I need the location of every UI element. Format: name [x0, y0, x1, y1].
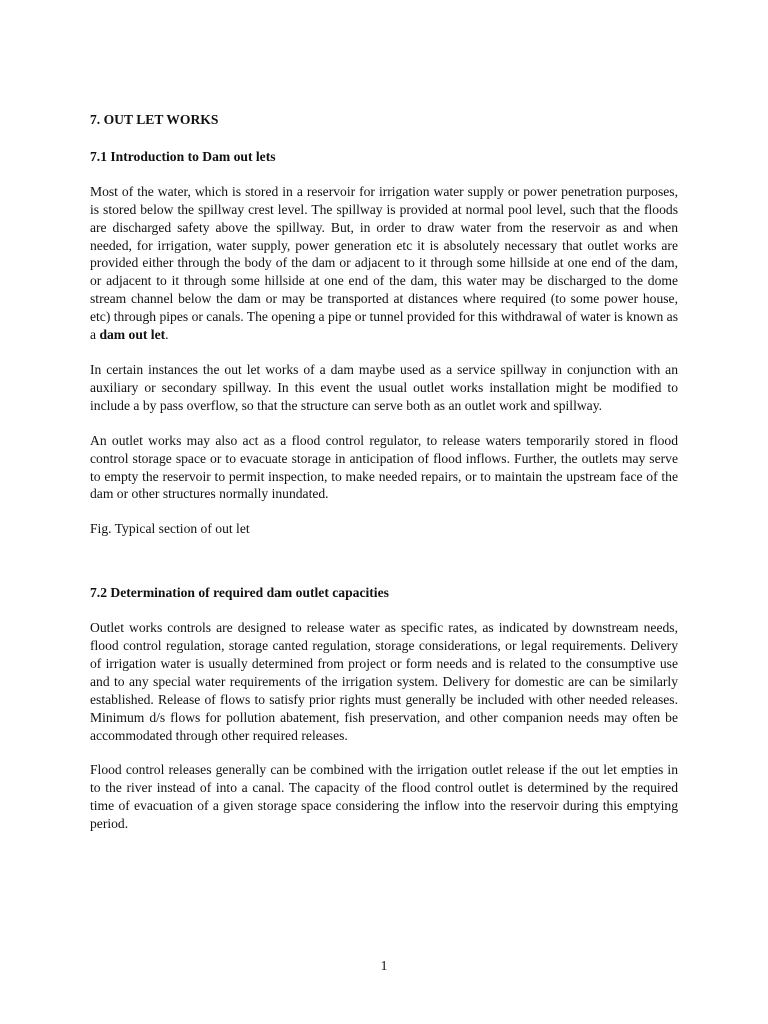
paragraph-service-spillway: In certain instances the out let works of a dam maybe used as a service spillway in conjunction with an auxiliary or secondary spillway. In this event the usual outlet works installation might be modified to include a by pass overflow, so that the structure can serve both as an outlet work and spillway. [90, 361, 678, 413]
section-heading-7-2: 7.2 Determination of required dam outlet capacities [90, 585, 389, 601]
chapter-heading: 7. OUT LET WORKS [90, 112, 219, 127]
paragraph-intro-text: Most of the water, which is stored in a reservoir for irrigation water supply or power penetration purposes, is stored below the spillway crest level. The spillway is provided at normal pool level, such that the floods are discharged safety above the spillway. But, in order to draw water from the reservoir as and when needed, for irrigation, water supply, power generation etc it is absolutely necessary that outlet works are provided either through the body of the dam or adjacent to it through some hillside at one end of the dam, or adjacent to it through some hillside at one end of the dam, this water may be discharged to the dome stream channel below the dam or may be transported at distances where required (to some power house, etc) through pipes or canals. The opening a pipe or tunnel provided for this withdrawal of water is known as a [90, 183, 678, 343]
figure-caption: Fig. Typical section of out let [90, 521, 250, 537]
figure-space [90, 538, 678, 584]
paragraph-intro [90, 183, 678, 344]
paragraph-flood-releases: Flood control releases generally can be combined with the irrigation outlet release if the out let empties in to the river instead of into a canal. The capacity of the flood control outlet is determined by the required time of evacuation of a given storage space considering the inflow into the reservoir during this emptying period. [90, 762, 678, 832]
paragraph-intro-end: . [165, 327, 169, 343]
section-heading-7-1: 7.1 Introduction to Dam out lets [90, 148, 276, 164]
paragraph-outlet-controls: Outlet works controls are designed to release water as specific rates, as indicated by downstream needs, flood control regulation, storage canted regulation, storage considerations, or legal requirements. Delivery of irrigation water is usually determined from project or form needs and is related to the consumptive use and to any special water requirements of the irrigation system. Delivery for domestic are can be similarly established. Release of flows to satisfy prior rights must generally be included with other needed releases. Minimum d/s flows for pollution abatement, fish preservation, and other companion needs may often be accommodated through other required releases. [90, 620, 678, 743]
page-number: 1 [380, 958, 388, 973]
paragraph-flood-regulator: An outlet works may also act as a flood control regulator, to release waters temporarily stored in flood control storage space or to evacuate storage in anticipation of flood inflows. Further, the outlets may serve to empty the reservoir to permit inspection, to make needed repairs, or to maintain the upstream face of the dam or other structures normally inundated. [90, 432, 678, 502]
document-page [90, 111, 678, 850]
dam-outlet-term: dam out let [99, 327, 166, 343]
